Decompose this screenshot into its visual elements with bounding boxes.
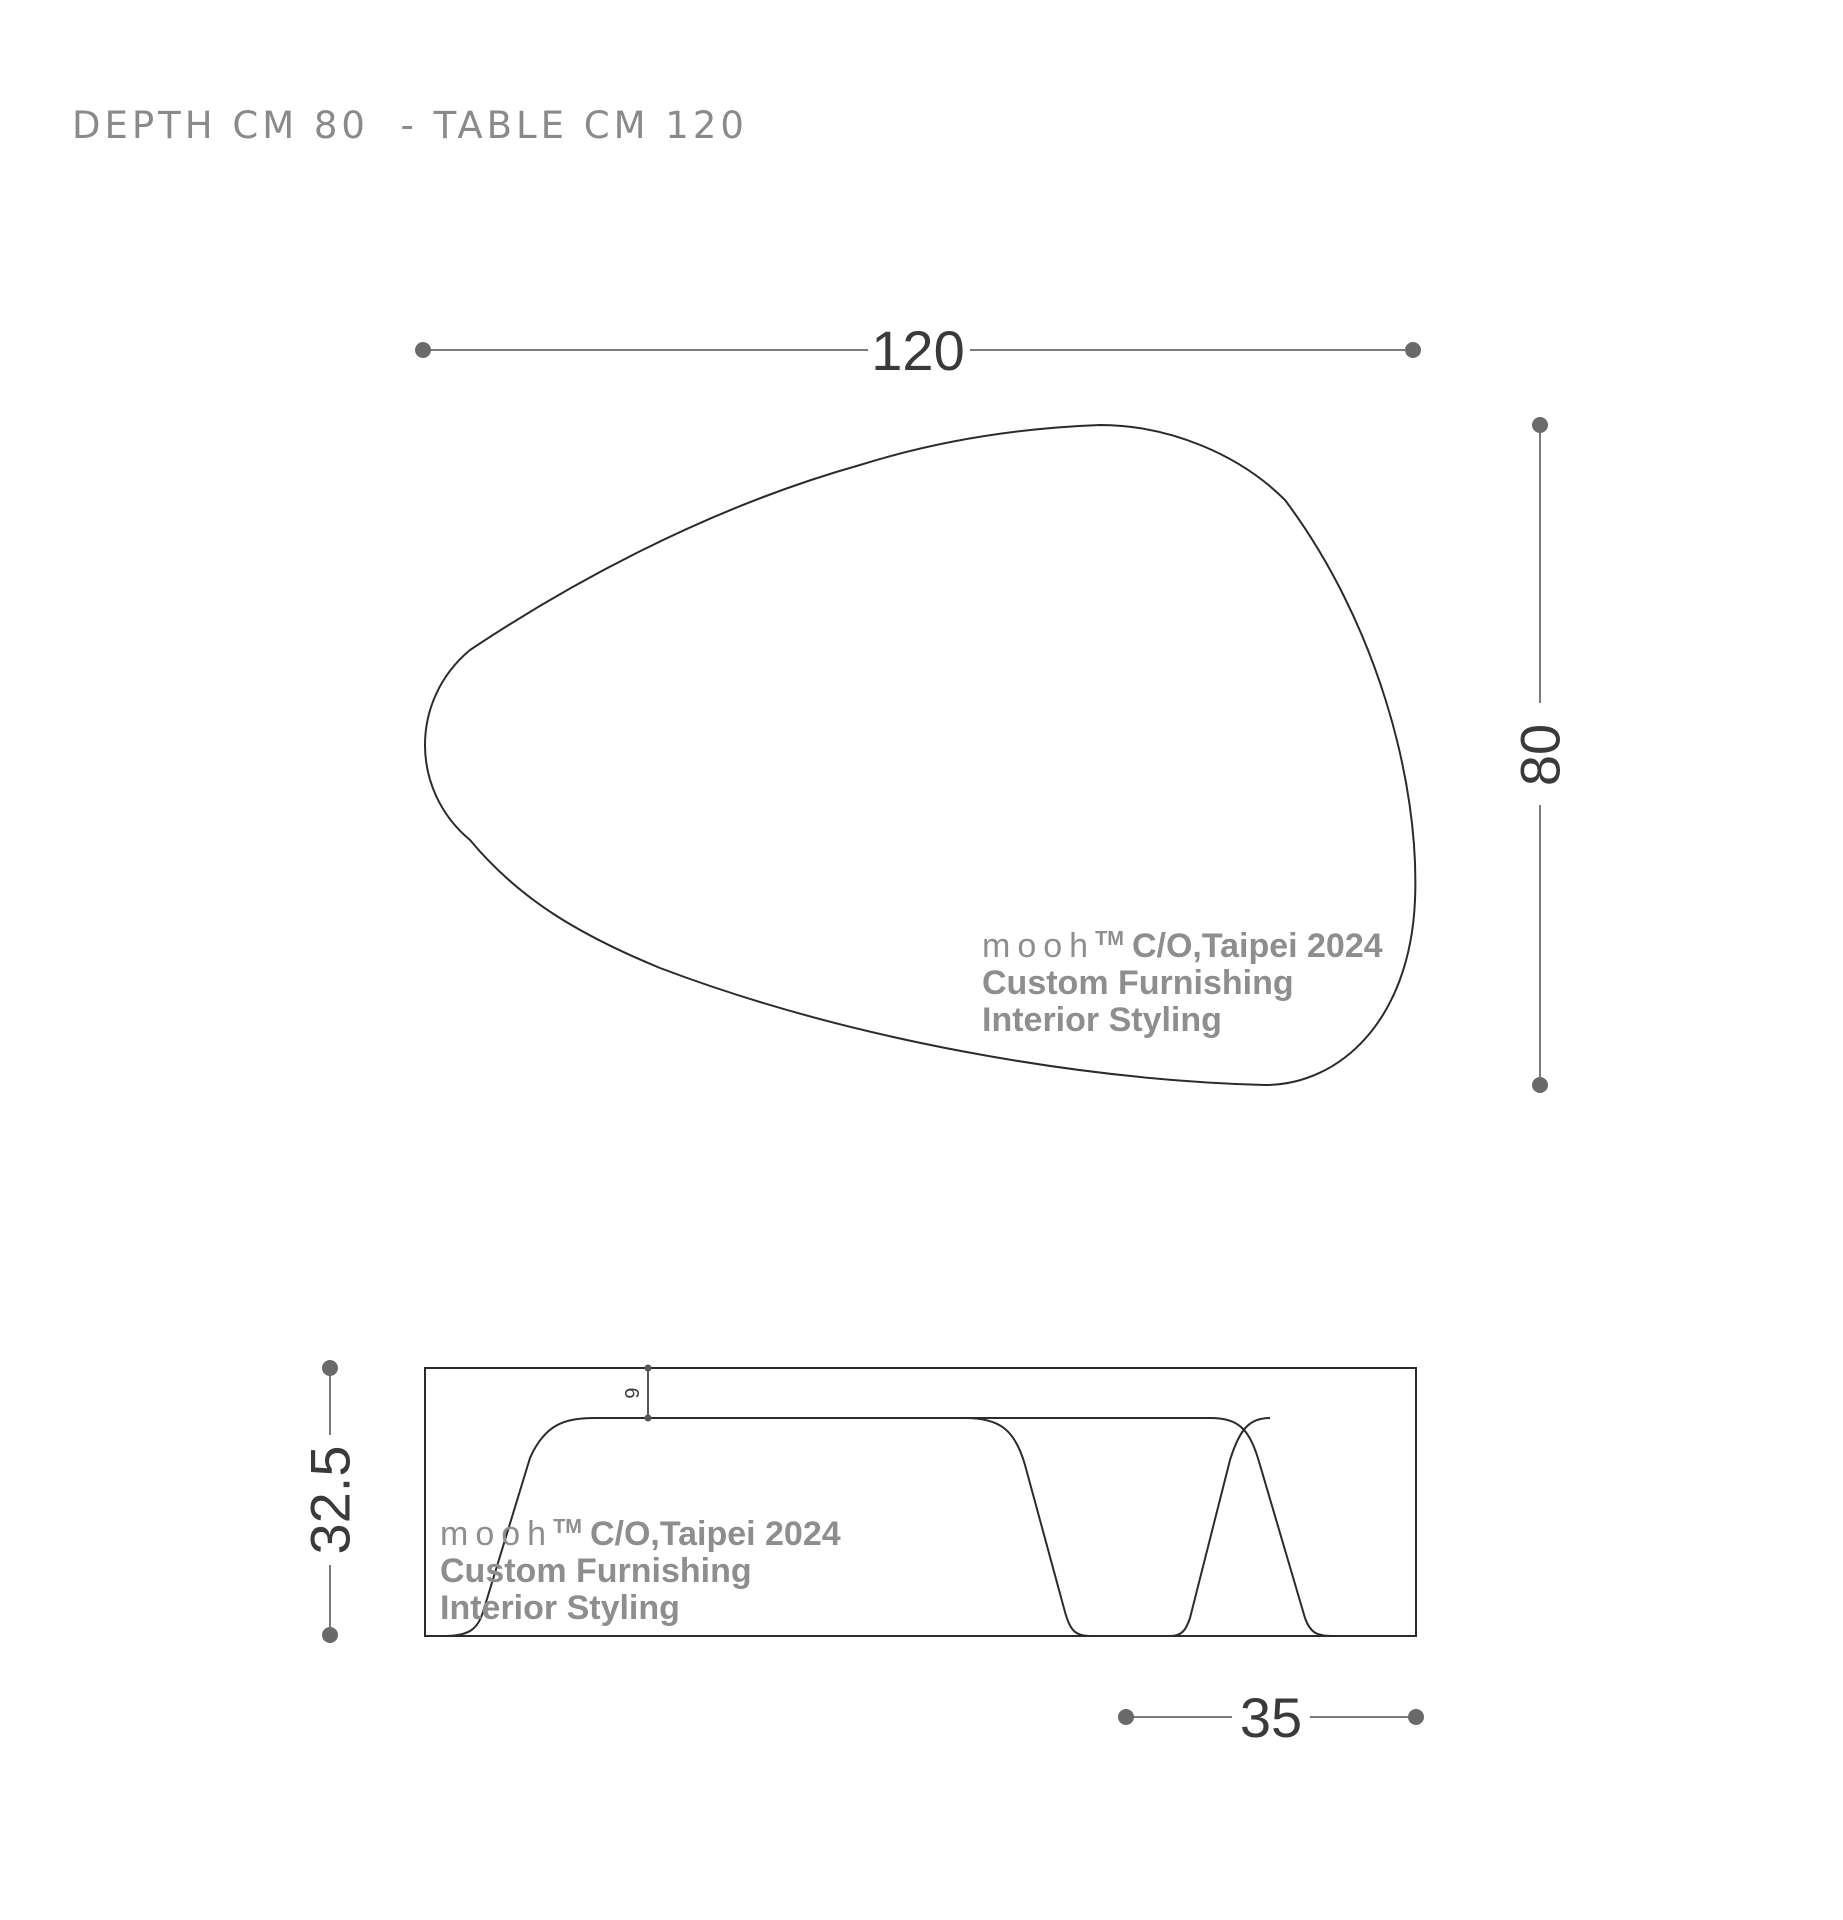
width-dimension-dot-left (415, 342, 431, 358)
watermark-line1: C/O,Taipei 2024 (1131, 927, 1383, 965)
height-dimension (299, 1360, 362, 1643)
watermark-line3: Interior Styling (440, 1589, 680, 1627)
height-dimension-dot-bottom (322, 1627, 338, 1643)
leg-spacing-dimension (1118, 1686, 1424, 1749)
top-thickness-dot-top (645, 1365, 652, 1372)
depth-dimension-dot-top (1532, 417, 1548, 433)
watermark-trademark: TM (1095, 928, 1124, 950)
svg-text:moohTMC/O,Taipei 2024 (440, 1515, 841, 1553)
depth-dimension (1509, 417, 1572, 1093)
depth-dimension-dot-bottom (1532, 1077, 1548, 1093)
top-thickness-dimension (620, 1365, 652, 1422)
depth-dimension-label: 80 (1508, 723, 1572, 787)
page-title: DEPTH CM 80 - TABLE CM 120 (72, 104, 748, 147)
middle-leg-curve (965, 1418, 1270, 1636)
leg-spacing-dot-right (1408, 1709, 1424, 1725)
watermark-line2: Custom Furnishing (440, 1552, 752, 1590)
height-dimension-label: 32.5 (298, 1445, 362, 1555)
svg-text:moohTMC/O,Taipei 2024 (982, 927, 1383, 965)
watermark-brand: mooh (982, 927, 1096, 965)
watermark-side (440, 1515, 841, 1627)
width-dimension-dot-right (1405, 342, 1421, 358)
watermark-brand: mooh (440, 1515, 554, 1553)
top-thickness-dot-bottom (645, 1415, 652, 1422)
top-thickness-label: 6 (620, 1387, 642, 1399)
height-dimension-dot-top (322, 1360, 338, 1376)
leg-spacing-dot-left (1118, 1709, 1134, 1725)
leg-spacing-label: 35 (1239, 1686, 1303, 1749)
watermark-line3: Interior Styling (982, 1001, 1222, 1039)
watermark-trademark: TM (553, 1516, 582, 1538)
watermark-line1: C/O,Taipei 2024 (589, 1515, 841, 1553)
width-dimension-label: 120 (871, 319, 965, 382)
width-dimension (415, 319, 1421, 382)
watermark-line2: Custom Furnishing (982, 964, 1294, 1002)
watermark-top (982, 927, 1383, 1039)
